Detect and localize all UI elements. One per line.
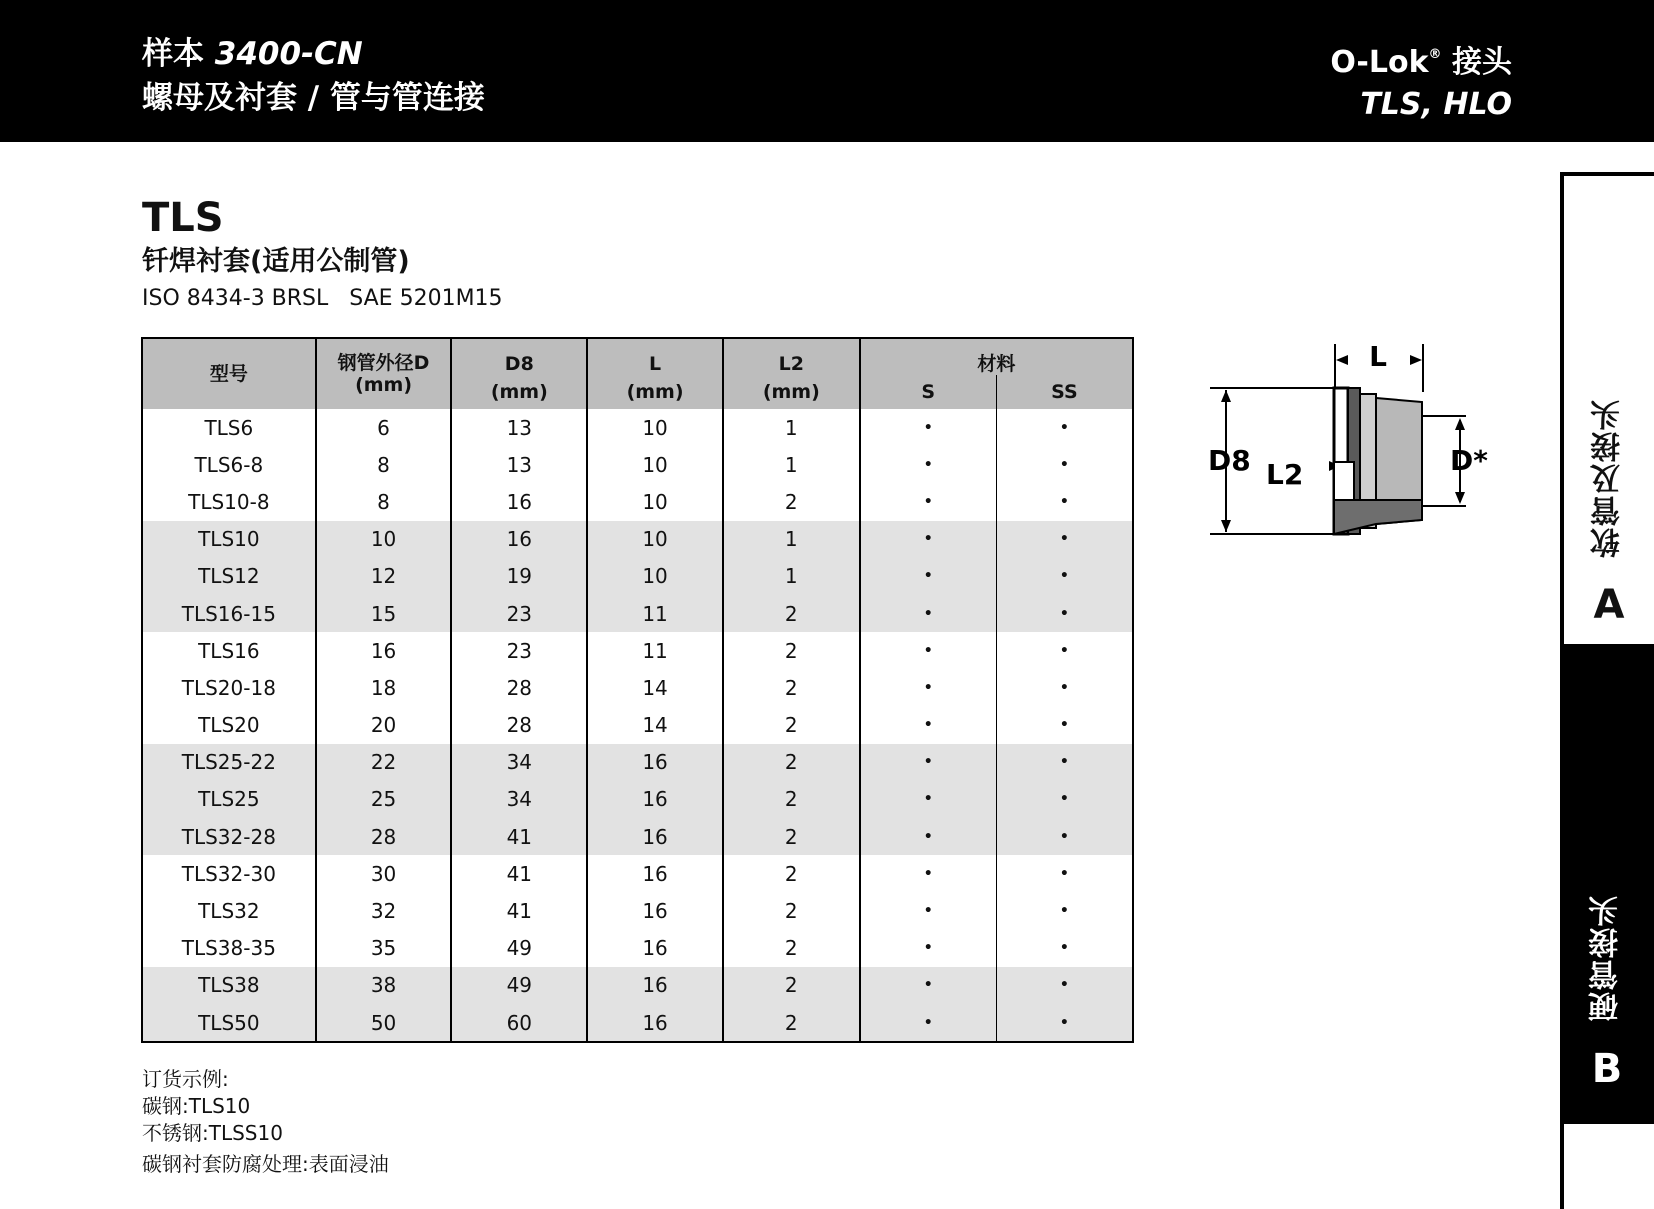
spec-table [141, 337, 1134, 1043]
cell-l2: 1 [723, 409, 860, 446]
table-row [142, 892, 1133, 929]
table-row [142, 595, 1133, 632]
cell-d8: 60 [451, 1004, 587, 1042]
order-example-heading: 订货示例: [142, 1067, 229, 1091]
cell-l: 11 [587, 632, 723, 669]
cell-tube-od: 35 [316, 930, 452, 967]
cell-l: 16 [587, 1004, 723, 1042]
col-header-model: 型号 [142, 338, 316, 409]
cell-l2: 1 [723, 446, 860, 483]
cell-tube-od: 8 [316, 446, 452, 483]
cell-l2: 2 [723, 744, 860, 781]
cell-l2: 2 [723, 967, 860, 1004]
cell-l: 10 [587, 558, 723, 595]
cell-d8: 49 [451, 930, 587, 967]
product-title: TLS [142, 195, 224, 241]
side-tab-border [1560, 1124, 1654, 1209]
cell-tube-od: 16 [316, 632, 452, 669]
col-header-d8: D8 [451, 338, 587, 375]
catalog-number [142, 32, 485, 76]
table-row [142, 446, 1133, 483]
col-header-tube-od-line1: 钢管外径D [337, 352, 430, 374]
diagram-label-d8: D8 [1208, 444, 1251, 477]
cell-model: TLS16-15 [142, 595, 316, 632]
cell-d8: 19 [451, 558, 587, 595]
cell-model: TLS10-8 [142, 483, 316, 520]
order-example-carbon: 碳钢:TLS10 [142, 1094, 251, 1118]
cell-l: 14 [587, 669, 723, 706]
cell-tube-od: 20 [316, 707, 452, 744]
table-body [142, 409, 1133, 1042]
cell-material-s: • [860, 707, 997, 744]
cell-material-s: • [860, 669, 997, 706]
cell-d8: 41 [451, 892, 587, 929]
cell-l: 16 [587, 967, 723, 1004]
cell-material-ss: • [1059, 679, 1069, 696]
cell-model: TLS20-18 [142, 669, 316, 706]
col-header-l: L [587, 338, 723, 375]
cell-model: TLS12 [142, 558, 316, 595]
product-codes: TLS, HLO [1360, 87, 1512, 122]
table-header-row [142, 338, 1133, 375]
cell-l2: 2 [723, 855, 860, 892]
cell-model: TLS32-28 [142, 818, 316, 855]
col-header-tube-od [316, 338, 452, 409]
cell-l2: 2 [723, 632, 860, 669]
cell-d8: 28 [451, 707, 587, 744]
col-header-material-ss: SS [996, 375, 1133, 409]
section-title: 螺母及衬套 / 管与管连接 [142, 80, 485, 116]
cell-material-ss: • [996, 595, 1133, 632]
cell-material-ss: • [996, 967, 1133, 1004]
cell-l: 10 [587, 483, 723, 520]
side-tab-a-label: 软管及接头 [1591, 398, 1626, 558]
cell-material-ss: • [1059, 865, 1069, 882]
side-tab-a-letter: A [1593, 582, 1625, 628]
cell-l: 16 [587, 744, 723, 781]
cell-model: TLS20 [142, 707, 316, 744]
cell-tube-od: 50 [316, 1004, 452, 1042]
table-row [142, 632, 1133, 669]
cell-model: TLS38 [142, 967, 316, 1004]
cell-material-s: • [860, 855, 997, 892]
table-row [142, 521, 1133, 558]
order-example-stainless: 不锈钢:TLSS10 [142, 1121, 283, 1145]
table-row [142, 669, 1133, 706]
cell-model: TLS10 [142, 521, 316, 558]
cell-material-ss: • [996, 781, 1133, 818]
table-row [142, 1004, 1133, 1042]
cell-tube-od: 38 [316, 967, 452, 1004]
cell-d8: 13 [451, 409, 587, 446]
cell-l2: 2 [723, 818, 860, 855]
product-subtitle: 钎焊衬套(适用公制管) [142, 246, 410, 277]
cell-material-ss: • [1059, 903, 1069, 920]
cell-material-s: • [860, 632, 997, 669]
cell-d8: 23 [451, 632, 587, 669]
cell-material-s: • [860, 781, 997, 818]
cell-l: 10 [587, 409, 723, 446]
cell-l2: 2 [723, 483, 860, 520]
cell-material-s: • [860, 892, 997, 929]
cell-material-s: • [860, 967, 997, 1004]
cell-l2: 2 [723, 707, 860, 744]
cell-material-ss: • [1059, 642, 1069, 659]
product-line [1330, 34, 1512, 84]
cell-material-s: • [860, 521, 997, 558]
cell-material-ss: • [996, 1004, 1133, 1042]
cell-tube-od: 6 [316, 409, 452, 446]
cell-material-s: • [860, 1004, 997, 1042]
sleeve-part [1334, 388, 1422, 534]
cell-material-ss: • [1059, 493, 1069, 510]
cell-d8: 13 [451, 446, 587, 483]
cell-model: TLS38-35 [142, 930, 316, 967]
cell-material-ss: • [996, 818, 1133, 855]
header-left [142, 32, 485, 120]
cell-tube-od: 25 [316, 781, 452, 818]
cell-material-ss: • [996, 521, 1133, 558]
table-row [142, 855, 1133, 892]
catalog-prefix: 样本 [142, 36, 215, 72]
product-line-name: O-Lok [1330, 45, 1429, 80]
cell-tube-od: 28 [316, 818, 452, 855]
cell-l2: 2 [723, 669, 860, 706]
cell-d8: 49 [451, 967, 587, 1004]
cell-d8: 16 [451, 483, 587, 520]
table-row [142, 744, 1133, 781]
cell-l2: 2 [723, 595, 860, 632]
cell-l: 14 [587, 707, 723, 744]
treatment-note: 碳钢衬套防腐处理:表面浸油 [142, 1152, 389, 1176]
cell-material-s: • [860, 446, 997, 483]
diagram-label-d: D* [1450, 444, 1488, 477]
cell-l: 10 [587, 446, 723, 483]
cell-material-s: • [860, 595, 997, 632]
registered-mark: ® [1428, 47, 1442, 62]
cell-model: TLS32 [142, 892, 316, 929]
cell-material-ss: • [996, 558, 1133, 595]
diagram-label-l: L [1369, 340, 1387, 373]
cell-model: TLS16 [142, 632, 316, 669]
cell-tube-od: 8 [316, 483, 452, 520]
cell-d8: 41 [451, 855, 587, 892]
cell-material-s: • [860, 558, 997, 595]
cell-d8: 34 [451, 781, 587, 818]
table-row [142, 707, 1133, 744]
cell-tube-od: 30 [316, 855, 452, 892]
side-tab-b-label: 硬管接头 [1589, 894, 1624, 1022]
col-header-d8-unit: (mm) [451, 375, 587, 409]
diagram-label-l2: L2 [1266, 458, 1304, 491]
cell-l2: 2 [723, 892, 860, 929]
cell-l: 16 [587, 781, 723, 818]
cell-model: TLS6-8 [142, 446, 316, 483]
cell-d8: 23 [451, 595, 587, 632]
cell-material-s: • [860, 409, 997, 446]
cell-l: 10 [587, 521, 723, 558]
col-header-l-unit: (mm) [587, 375, 723, 409]
cell-material-ss: • [1059, 940, 1069, 957]
cell-d8: 34 [451, 744, 587, 781]
table-row [142, 967, 1133, 1004]
cell-l2: 2 [723, 781, 860, 818]
table-row [142, 781, 1133, 818]
col-header-material-s: S [860, 375, 997, 409]
cell-l: 11 [587, 595, 723, 632]
col-header-l2: L2 [723, 338, 860, 375]
cell-l2: 2 [723, 930, 860, 967]
cell-tube-od: 15 [316, 595, 452, 632]
side-tab-b-letter: B [1591, 1046, 1623, 1092]
cell-l2: 1 [723, 521, 860, 558]
cell-material-ss: • [1059, 717, 1069, 734]
table-row [142, 409, 1133, 446]
cell-l2: 1 [723, 558, 860, 595]
cell-material-s: • [860, 818, 997, 855]
cell-d8: 16 [451, 521, 587, 558]
side-tab-a-label-wrap [1564, 398, 1654, 558]
sleeve-diagram [1200, 340, 1500, 550]
cell-l: 16 [587, 818, 723, 855]
cell-material-ss: • [1059, 456, 1069, 473]
side-tab-b-label-wrap [1560, 894, 1654, 1022]
cell-model: TLS6 [142, 409, 316, 446]
cell-tube-od: 10 [316, 521, 452, 558]
side-tab-a[interactable] [1560, 172, 1654, 644]
cell-d8: 41 [451, 818, 587, 855]
cell-tube-od: 18 [316, 669, 452, 706]
cell-tube-od: 32 [316, 892, 452, 929]
col-header-tube-od-line2: (mm) [355, 374, 413, 396]
table-row [142, 930, 1133, 967]
col-header-l2-unit: (mm) [723, 375, 860, 409]
cell-model: TLS50 [142, 1004, 316, 1042]
col-header-material: 材料 [860, 338, 1133, 375]
catalog-code: 3400-CN [214, 36, 363, 72]
cell-l2: 2 [723, 1004, 860, 1042]
cell-model: TLS25 [142, 781, 316, 818]
order-notes [142, 1066, 389, 1178]
table-row [142, 483, 1133, 520]
cell-l: 16 [587, 892, 723, 929]
side-tab-b[interactable] [1560, 644, 1654, 1124]
cell-model: TLS32-30 [142, 855, 316, 892]
cell-material-s: • [860, 483, 997, 520]
cell-tube-od: 12 [316, 558, 452, 595]
table-row [142, 818, 1133, 855]
cell-l: 16 [587, 855, 723, 892]
product-standards: ISO 8434-3 BRSL SAE 5201M15 [142, 286, 503, 311]
header-right [1330, 34, 1512, 126]
page-header [0, 0, 1654, 142]
cell-model: TLS25-22 [142, 744, 316, 781]
cell-l: 16 [587, 930, 723, 967]
cell-material-s: • [860, 744, 997, 781]
cell-material-ss: • [996, 744, 1133, 781]
cell-material-s: • [860, 930, 997, 967]
table-row [142, 558, 1133, 595]
cell-material-ss: • [1059, 419, 1069, 436]
cell-tube-od: 22 [316, 744, 452, 781]
cell-d8: 28 [451, 669, 587, 706]
product-line-suffix: 接头 [1441, 45, 1512, 80]
